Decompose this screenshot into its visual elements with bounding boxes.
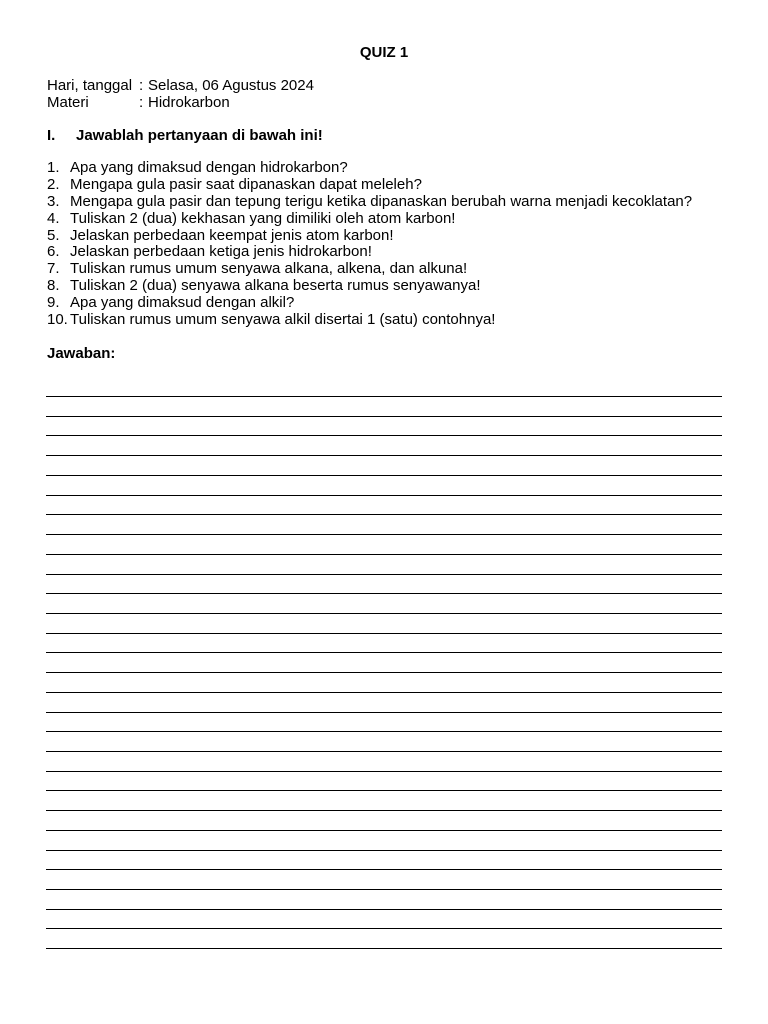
question-text: Apa yang dimaksud dengan alkil? (70, 294, 295, 312)
answer-line (46, 574, 722, 575)
answer-line (46, 495, 722, 496)
section-instruction: Jawablah pertanyaan di bawah ini! (76, 127, 323, 144)
answer-label: Jawaban: (47, 345, 116, 362)
question-number: 1. (47, 159, 60, 176)
answer-line (46, 692, 722, 693)
question-number: 6. (47, 243, 60, 261)
question-number: 10. (47, 311, 68, 329)
answer-line (46, 396, 722, 397)
question-text: Apa yang dimaksud dengan hidrokarbon? (70, 159, 348, 176)
answer-line (46, 909, 722, 910)
meta-subject-separator: : (139, 94, 144, 111)
question-text: Mengapa gula pasir saat dipanaskan dapat meleleh? (70, 175, 422, 193)
answer-line (46, 455, 722, 456)
question-text: Jelaskan perbedaan ketiga jenis hidrokarbon! (70, 243, 372, 261)
meta-date-label: Hari, tanggal (47, 77, 133, 94)
question-text: Jelaskan perbedaan keempat jenis atom karbon! (70, 226, 394, 244)
answer-line (46, 869, 722, 870)
meta-date-value: Selasa, 06 Agustus 2024 (148, 77, 314, 94)
answer-line (46, 830, 722, 831)
question-number: 7. (47, 260, 60, 278)
answer-line (46, 712, 722, 713)
answer-line (46, 771, 722, 772)
answer-line (46, 435, 722, 436)
question-text: Mengapa gula pasir dan tepung terigu ketika dipanaskan berubah warna menjadi kecoklatan? (70, 192, 693, 210)
answer-lines (46, 0, 722, 1024)
answer-line (46, 633, 722, 634)
question-text: Tuliskan rumus umum senyawa alkana, alkena, dan alkuna! (70, 260, 468, 278)
answer-line (46, 475, 722, 476)
question-number: 2. (47, 175, 60, 193)
answer-line (46, 613, 722, 614)
answer-line (46, 889, 722, 890)
meta-date-separator: : (139, 77, 144, 94)
question-number: 8. (47, 277, 60, 295)
answer-line (46, 731, 722, 732)
section-number: I. (47, 127, 56, 144)
meta-subject-label: Materi (47, 94, 89, 111)
answer-line (46, 416, 722, 417)
page-title: QUIZ 1 (359, 44, 409, 61)
question-number: 4. (47, 209, 60, 227)
answer-line (46, 810, 722, 811)
answer-line (46, 751, 722, 752)
meta-subject-value: Hidrokarbon (148, 94, 230, 111)
question-text: Tuliskan 2 (dua) senyawa alkana beserta rumus senyawanya! (70, 277, 481, 295)
answer-line (46, 790, 722, 791)
answer-line (46, 928, 722, 929)
answer-line (46, 593, 722, 594)
answer-line (46, 554, 722, 555)
answer-line (46, 534, 722, 535)
answer-line (46, 652, 722, 653)
question-number: 5. (47, 226, 60, 244)
answer-line (46, 948, 722, 949)
answer-line (46, 514, 722, 515)
answer-line (46, 672, 722, 673)
question-number: 9. (47, 294, 60, 312)
answer-line (46, 850, 722, 851)
question-text: Tuliskan 2 (dua) kekhasan yang dimiliki oleh atom karbon! (70, 209, 456, 227)
question-number: 3. (47, 192, 60, 210)
question-text: Tuliskan rumus umum senyawa alkil disertai 1 (satu) contohnya! (70, 311, 496, 329)
